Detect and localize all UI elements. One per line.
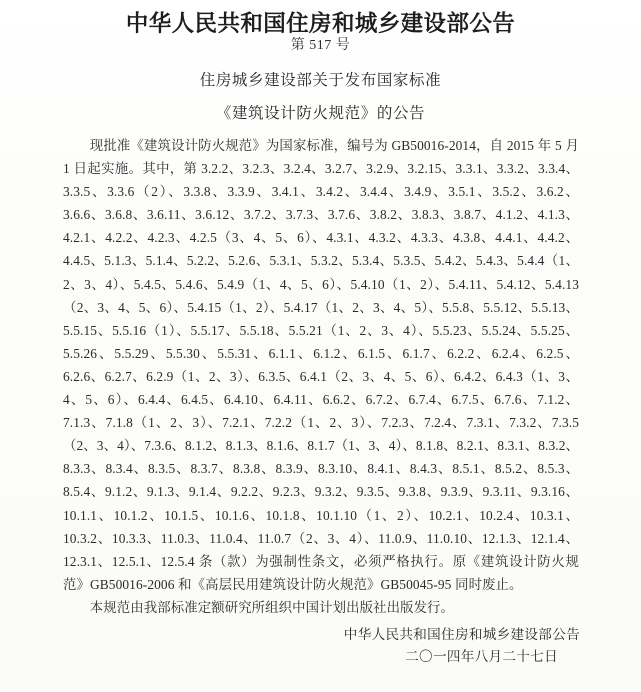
document-body xyxy=(63,134,579,619)
signature-block xyxy=(0,624,580,668)
signature-issuer: 中华人民共和国住房和城乡建设部公告 xyxy=(343,627,580,642)
body-paragraph-publication: 本规范由我部标准定额研究所组织中国计划出版社出版发行。 xyxy=(89,599,455,615)
subtitle-line-1: 住房城乡建设部关于发布国家标准 xyxy=(199,72,442,89)
page-title: 中华人民共和国住房和城乡建设部公告 xyxy=(125,11,516,37)
body-paragraph-approval: 现批准《建筑设计防火规范》为国家标准，编号为 GB50016-2014，自 2015 年 5 月 1 日起实施。其中，第 3.2.2、3.2.3、3.2.4、3.2.7、3.2.9、3.2.15、3.3.1、3.3.2、3.3.4、3.3.5、3.3.6（2）、3.3.8、3.3.9、3.4.1、3.4.2、3.4.4、3.4.9、3.5.1、3.5.2、3.6.2、3.6.6、3.6.8、3.6.11、3.6.12、3.7.2、3.7.3、3.7.6、3.8.2、3.8.3、3.8.7、4.1.2、4.1.3、4.2.1、4.2.2、4.2.3、4.2.5（3、4、5、6）、4.3.1、4.3.2、4.3.3、4.3.8、4.4.1、4.4.2、4.4.5、5.1.3、5.1.4、5.2.2、5.2.6、5.3.1、5.3.2、5.3.4、5.3.5、5.4.2、5.4.3、5.4.4（1、2、3、4）、5.4.5、5.4.6、5.4.9（1、4、5、6）、5.4.10（1、2）、5.4.11、5.4.12、5.4.13（2、3、4、5、6）、5.4.15（1、2）、5.4.17（1、2、3、4、5）、5.5.8、5.5.12、5.5.13、5.5.15、5.5.16（1）、5.5.17、5.5.18、5.5.21（1、2、3、4）、5.5.23、5.5.24、5.5.25、5.5.26、5.5.29、5.5.30、5.5.31、6.1.1、6.1.2、6.1.5、6.1.7、6.2.2、6.2.4、6.2.5、6.2.6、6.2.7、6.2.9（1、2、3）、6.3.5、6.4.1（2、3、4、5、6）、6.4.2、6.4.3（1、3、4、5、6）、6.4.4、6.4.5、6.4.10、6.4.11、6.6.2、6.7.2、6.7.4、6.7.5、6.7.6、7.1.2、7.1.3、7.1.8（1、2、3）、7.2.1、7.2.2（1、2、3）、7.2.3、7.2.4、7.3.1、7.3.2、7.3.5（2、3、4）、7.3.6、8.1.2、8.1.3、8.1.6、8.1.7（1、3、4）、8.1.8、8.2.1、8.3.1、8.3.2、8.3.3、8.3.4、8.3.5、8.3.7、8.3.8、8.3.9、8.3.10、8.4.1、8.4.3、8.5.1、8.5.2、8.5.3、8.5.4、9.1.2、9.1.3、9.1.4、9.2.2、9.2.3、9.3.2、9.3.5、9.3.8、9.3.9、9.3.11、9.3.16、10.1.1、10.1.2、10.1.5、10.1.6、10.1.8、10.1.10（1、2）、10.2.1、10.2.4、10.3.1、10.3.2、10.3.3、11.0.3、11.0.4、11.0.7（2、3、4）、11.0.9、11.0.10、12.1.3、12.1.4、12.3.1、12.5.1、12.5.4 条（款）为强制性条文，必须严格执行。原《建筑设计防火规范》GB50016-2006 和《高层民用建筑设计防火规范》GB50045-95 同时废止。 xyxy=(63,138,579,592)
signature-date: 二〇一四年八月二十七日 xyxy=(405,649,558,664)
subtitle-line-2: 《建筑设计防火规范》的公告 xyxy=(215,105,426,122)
document-number: 第 517 号 xyxy=(290,38,351,53)
